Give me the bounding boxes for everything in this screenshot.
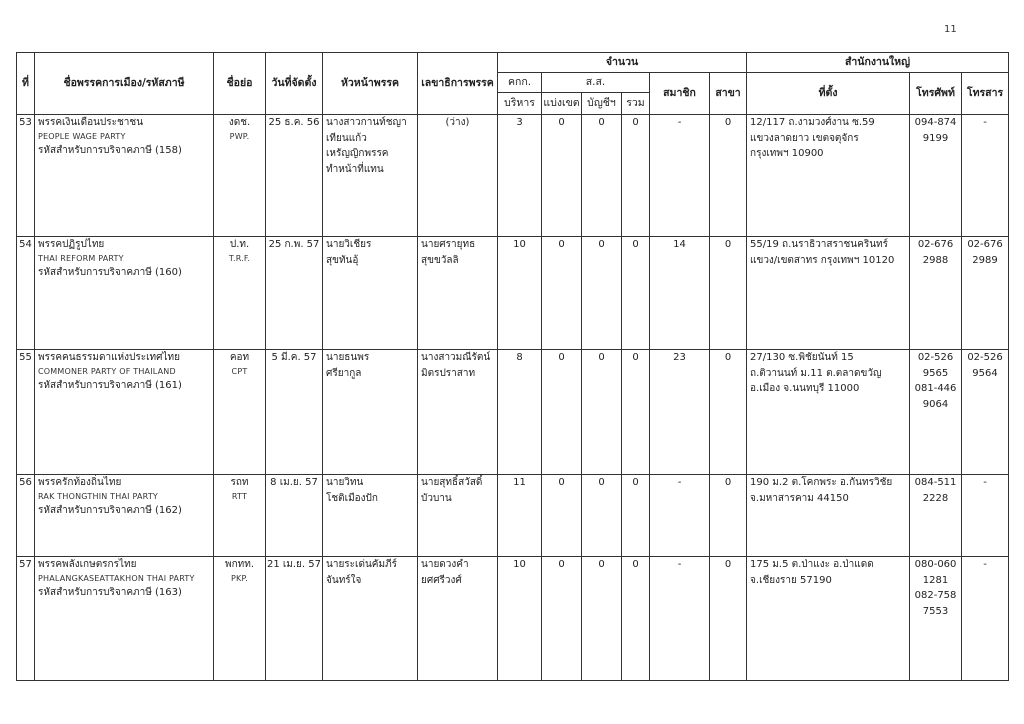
header-members: สมาชิก: [650, 73, 710, 115]
member-count: -: [650, 557, 710, 681]
exec-count: 11: [498, 475, 542, 557]
hq-fax: 02-676 2989: [962, 237, 1009, 350]
header-mp-total: รวม: [622, 93, 650, 115]
founded-date: 21 เม.ย. 57: [266, 557, 323, 681]
header-address: ที่ตั้ง: [747, 73, 910, 115]
header-hq-group: สำนักงานใหญ่: [747, 53, 1009, 73]
mp-district-count: 0: [542, 475, 582, 557]
hq-address: 175 ม.5 ต.ป่าแงะ อ.ป่าแดด จ.เชียงราย 57190: [747, 557, 910, 681]
branch-count: 0: [710, 557, 747, 681]
party-name-en: PEOPLE WAGE PARTY: [38, 131, 126, 141]
founded-date: 25 ก.พ. 57: [266, 237, 323, 350]
abbr-en: PKP.: [231, 573, 248, 583]
party-name-th: พรรคพลังเกษตรกรไทย: [38, 559, 137, 570]
hq-phone: 080-060 1281 082-758 7553: [910, 557, 962, 681]
party-name-en: COMMONER PARTY OF THAILAND: [38, 366, 176, 376]
header-founded: วันที่จัดตั้ง: [266, 53, 323, 115]
table-row: [17, 350, 1009, 475]
hq-phone: 084-511 2228: [910, 475, 962, 557]
member-count: 23: [650, 350, 710, 475]
leader-name: นายวิเชียร สุขทันอุ้: [323, 237, 418, 350]
tax-code: รหัสสำหรับการบริจาคภาษี (162): [38, 504, 182, 516]
hq-fax: -: [962, 557, 1009, 681]
member-count: -: [650, 475, 710, 557]
header-abbr: ชื่อย่อ: [214, 53, 266, 115]
branch-count: 0: [710, 475, 747, 557]
hq-address: 27/130 ซ.พิชัยนันท์ 15 ถ.ติวานนท์ ม.11 ต.ตลาดขวัญ อ.เมือง จ.นนทบุรี 11000: [747, 350, 910, 475]
hq-phone: 094-874 9199: [910, 115, 962, 237]
party-name-cell: [35, 237, 214, 350]
mp-list-count: 0: [582, 115, 622, 237]
header-count-group: จำนวน: [498, 53, 747, 73]
hq-fax: 02-526 9564: [962, 350, 1009, 475]
row-no: 55: [17, 350, 35, 475]
exec-count: 10: [498, 557, 542, 681]
secretary-name: (ว่าง): [418, 115, 498, 237]
hq-address: 55/19 ถ.นราธิวาสราชนครินทร์ แขวง/เขตสาทร กรุงเทพฯ 10120: [747, 237, 910, 350]
abbr-en: RTT: [231, 491, 248, 501]
mp-district-count: 0: [542, 237, 582, 350]
mp-total-count: 0: [622, 237, 650, 350]
party-name-th: พรรครักท้องถิ่นไทย: [38, 477, 122, 488]
founded-date: 5 มี.ค. 57: [266, 350, 323, 475]
row-no: 53: [17, 115, 35, 237]
header-mp-district: แบ่งเขต: [542, 93, 582, 115]
abbr-cell: [214, 237, 266, 350]
exec-count: 10: [498, 237, 542, 350]
row-no: 54: [17, 237, 35, 350]
mp-total-count: 0: [622, 475, 650, 557]
exec-count: 3: [498, 115, 542, 237]
exec-count: 8: [498, 350, 542, 475]
leader-name: นายวิทน โชติเมืองปัก: [323, 475, 418, 557]
abbr-th: คอท: [229, 352, 250, 363]
party-name-cell: [35, 557, 214, 681]
branch-count: 0: [710, 115, 747, 237]
hq-address: 12/117 ถ.งามวงศ์งาน ซ.59 แขวงลาดยาว เขตจตุจักร กรุงเทพฯ 10900: [747, 115, 910, 237]
abbr-th: พกทท.: [224, 559, 254, 570]
member-count: -: [650, 115, 710, 237]
party-name-en: THAI REFORM PARTY: [38, 253, 124, 263]
party-name-cell: [35, 115, 214, 237]
leader-name: นายธนพร ศรียากูล: [323, 350, 418, 475]
party-name-cell: [35, 475, 214, 557]
header-leader: หัวหน้าพรรค: [323, 53, 418, 115]
row-no: 57: [17, 557, 35, 681]
mp-list-count: 0: [582, 237, 622, 350]
party-name-cell: [35, 350, 214, 475]
mp-list-count: 0: [582, 350, 622, 475]
secretary-name: นายศรายุทธ สุขขวัลลิ: [418, 237, 498, 350]
table-row: [17, 557, 1009, 681]
member-count: 14: [650, 237, 710, 350]
party-table: [16, 52, 1009, 681]
mp-list-count: 0: [582, 557, 622, 681]
party-name-en: RAK THONGTHIN THAI PARTY: [38, 491, 158, 501]
abbr-cell: [214, 557, 266, 681]
mp-list-count: 0: [582, 475, 622, 557]
hq-phone: 02-526 9565 081-446 9064: [910, 350, 962, 475]
abbr-th: รถท: [230, 477, 249, 488]
page-number: 11: [944, 24, 957, 35]
tax-code: รหัสสำหรับการบริจาคภาษี (158): [38, 144, 182, 156]
party-name-en: PHALANGKASEATTAKHON THAI PARTY: [38, 573, 195, 583]
table-row: [17, 115, 1009, 237]
abbr-th: งดช.: [228, 117, 251, 128]
mp-total-count: 0: [622, 350, 650, 475]
hq-fax: -: [962, 475, 1009, 557]
branch-count: 0: [710, 237, 747, 350]
mp-district-count: 0: [542, 557, 582, 681]
header-no: ที่: [17, 53, 35, 115]
secretary-name: นางสาวมณีรัตน์ มิตรปราสาท: [418, 350, 498, 475]
header-mp-list: บัญชีฯ: [582, 93, 622, 115]
founded-date: 25 ธ.ค. 56: [266, 115, 323, 237]
abbr-cell: [214, 350, 266, 475]
abbr-en: T.R.F.: [228, 253, 251, 263]
mp-total-count: 0: [622, 115, 650, 237]
abbr-cell: [214, 475, 266, 557]
founded-date: 8 เม.ย. 57: [266, 475, 323, 557]
table-row: [17, 475, 1009, 557]
tax-code: รหัสสำหรับการบริจาคภาษี (161): [38, 379, 182, 391]
mp-district-count: 0: [542, 350, 582, 475]
header-exec-bottom: บริหาร: [498, 93, 542, 115]
hq-phone: 02-676 2988: [910, 237, 962, 350]
header-exec-top: คกก.: [498, 73, 542, 93]
hq-address: 190 ม.2 ต.โคกพระ อ.กันทรวิชัย จ.มหาสารคาม 44150: [747, 475, 910, 557]
branch-count: 0: [710, 350, 747, 475]
header-party-name: ชื่อพรรคการเมือง/รหัสภาษี: [35, 53, 214, 115]
abbr-en: CPT: [231, 366, 248, 376]
hq-fax: -: [962, 115, 1009, 237]
mp-district-count: 0: [542, 115, 582, 237]
leader-name: นางสาวกานท์ชญา เทียนแก้ว เหรัญญิกพรรค ทำหน้าที่แทน: [323, 115, 418, 237]
abbr-en: PWP.: [229, 131, 250, 141]
header-phone: โทรศัพท์: [910, 73, 962, 115]
tax-code: รหัสสำหรับการบริจาคภาษี (160): [38, 266, 182, 278]
party-name-th: พรรคปฏิรูปไทย: [38, 239, 105, 250]
mp-total-count: 0: [622, 557, 650, 681]
header-mp-group: ส.ส.: [542, 73, 650, 93]
abbr-cell: [214, 115, 266, 237]
row-no: 56: [17, 475, 35, 557]
secretary-name: นายสุทธิ์สวัสดิ์ บัวบาน: [418, 475, 498, 557]
header-fax: โทรสาร: [962, 73, 1009, 115]
table-row: [17, 237, 1009, 350]
header-branches: สาขา: [710, 73, 747, 115]
leader-name: นายระเด่นคัมภีร์ จันทร์ใจ: [323, 557, 418, 681]
header-secretary: เลขาธิการพรรค: [418, 53, 498, 115]
secretary-name: นายดวงคำ ยศศรีวงศ์: [418, 557, 498, 681]
party-name-th: พรรคเงินเดือนประชาชน: [38, 117, 144, 128]
tax-code: รหัสสำหรับการบริจาคภาษี (163): [38, 586, 182, 598]
abbr-th: ป.ท.: [229, 239, 250, 250]
party-name-th: พรรคคนธรรมดาแห่งประเทศไทย: [38, 352, 180, 363]
